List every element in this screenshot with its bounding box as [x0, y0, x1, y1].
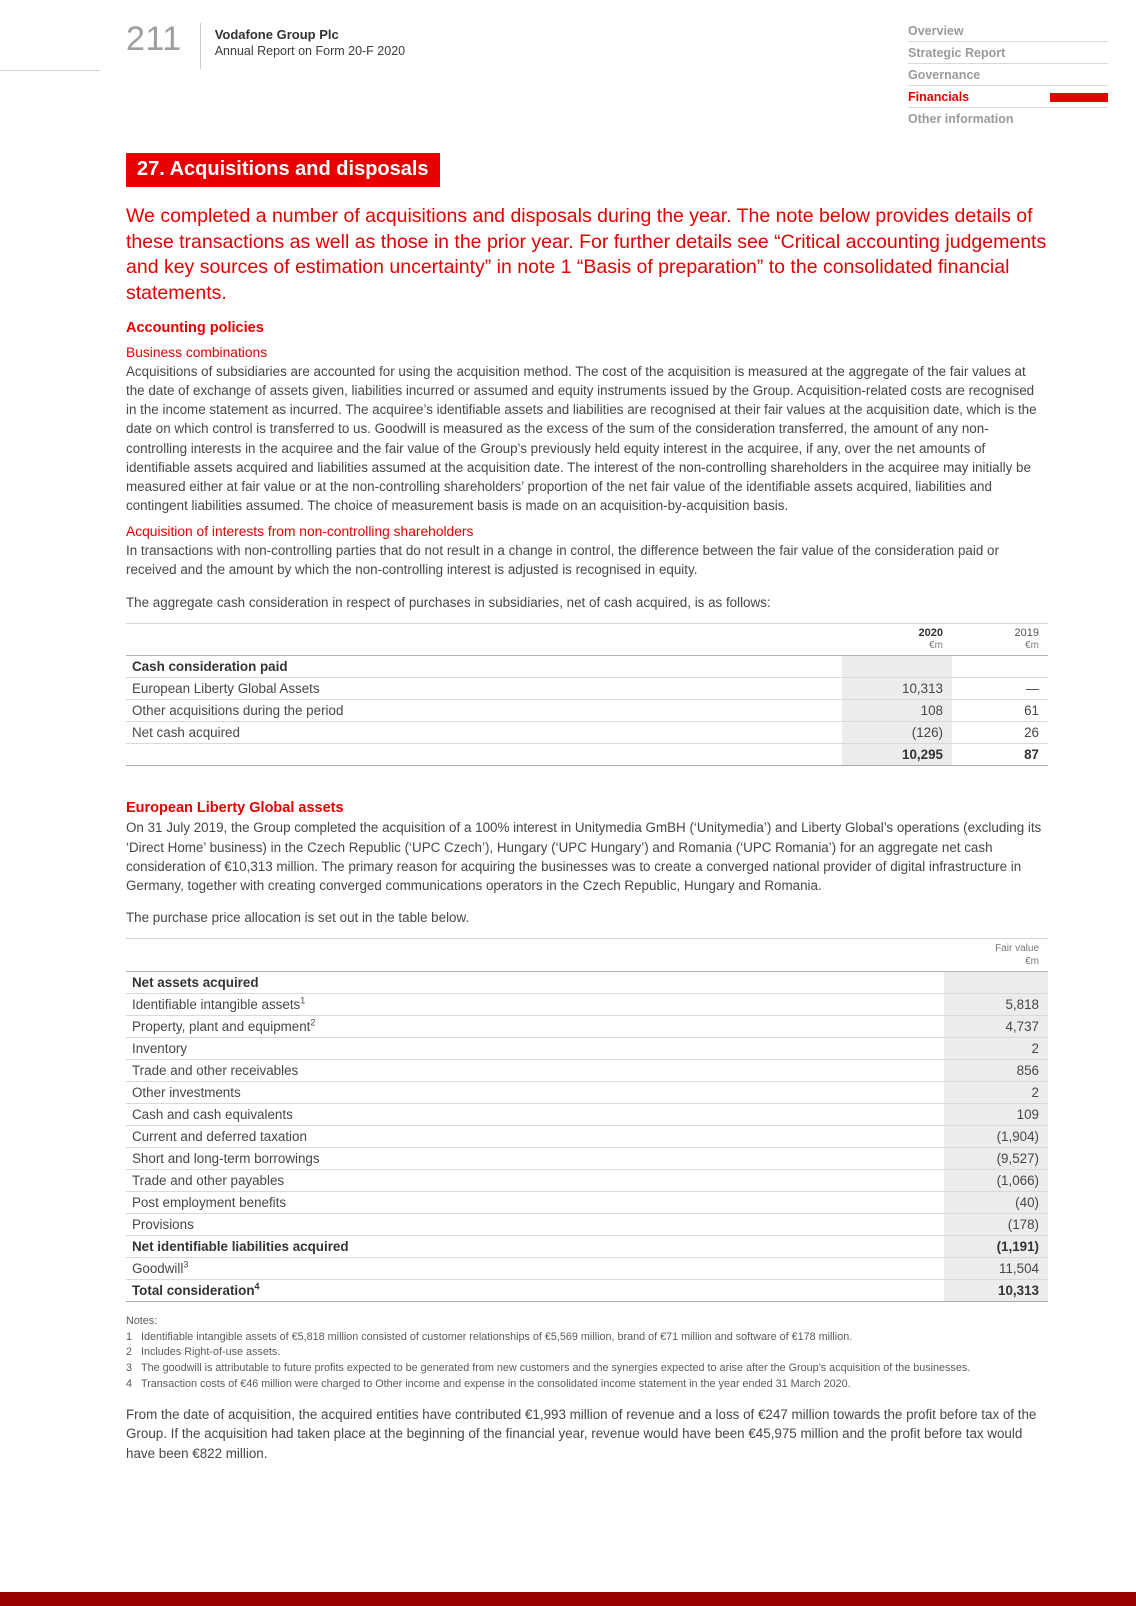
row-label: Inventory: [132, 1041, 188, 1057]
value-2019: —: [1025, 681, 1039, 697]
row-value: (9,527): [944, 1148, 1048, 1170]
row-value: 11,504: [944, 1258, 1048, 1280]
row-value: 109: [944, 1104, 1048, 1126]
page-header: [0, 0, 1136, 129]
row-value: 10,313: [944, 1280, 1048, 1302]
intro-paragraph: We completed a number of acquisitions and disposals during the year. The note below provides details of these transactions as well as those in the prior year. For further details see “Critical accounting judgements and key sources of estimation uncertainty” in note 1 “Basis of preparation” to the consolidated financial statements.: [126, 205, 1047, 305]
header-meta: [215, 20, 405, 129]
row-value: 4,737: [944, 1016, 1048, 1038]
row-value: 2: [944, 1082, 1048, 1104]
table-row: [126, 1192, 1048, 1214]
active-section-marker: [1050, 93, 1108, 102]
nav-item-strategic-report[interactable]: [908, 42, 1108, 64]
table-section-row: [126, 972, 1048, 994]
header-divider: [200, 23, 201, 69]
header-rule: [0, 70, 100, 71]
footnote: 1 Identifiable intangible assets of €5,818 million consisted of customer relationships of €5,569 million, brand of €71 million and software of €178 million.: [126, 1330, 853, 1343]
nav-label: Other information: [908, 112, 1014, 126]
footnote-ref: 4: [254, 1281, 260, 1292]
column-header-2020: 2020 €m: [918, 626, 943, 651]
table-row: [126, 700, 1048, 722]
row-label: Other investments: [132, 1085, 241, 1101]
section-label: Cash consideration paid: [132, 659, 288, 675]
nci-paragraph: In transactions with non-controlling parties that do not result in a change in control, the difference between the fair value of the consideration paid or received and the amount by which the non-controlling interest is adjusted is recognised in equity.: [126, 543, 999, 578]
row-label: Total consideration: [132, 1283, 255, 1299]
accounting-policies-heading: Accounting policies: [126, 319, 264, 336]
table-row: [126, 1126, 1048, 1148]
row-label: Current and deferred taxation: [132, 1129, 307, 1145]
closing-paragraph: From the date of acquisition, the acquired entities have contributed €1,993 million of revenue and a loss of €247 million towards the profit before tax of the Group. If the acquisition had taken place at the beginning of the financial year, revenue would have been €45,975 million and the profit before tax would have been €822 million.: [126, 1407, 1037, 1461]
row-label: Property, plant and equipment: [132, 1019, 311, 1035]
row-label: Provisions: [132, 1217, 194, 1233]
value-2019: 61: [1024, 703, 1039, 719]
footnote: 2 Includes Right-of-use assets.: [126, 1346, 281, 1359]
company-name: Vodafone Group Plc: [214, 27, 339, 42]
row-value: (178): [944, 1214, 1048, 1236]
liberty-heading: European Liberty Global assets: [126, 800, 344, 817]
section-nav: [908, 20, 1108, 129]
ppa-intro-paragraph: The purchase price allocation is set out in the table below.: [126, 909, 470, 925]
row-value: (1,191): [944, 1236, 1048, 1258]
aggregate-intro-paragraph: The aggregate cash consideration in respect of purchases in subsidiaries, net of cash acquired, is as follows:: [126, 594, 771, 610]
nav-item-financials[interactable]: [908, 86, 1108, 108]
row-label: Post employment benefits: [132, 1195, 287, 1211]
footnotes: [126, 1314, 1048, 1392]
column-header-2019: 2019 €m: [1014, 626, 1039, 651]
table-row: [126, 1214, 1048, 1236]
value-2020: 108: [842, 700, 952, 722]
table-row: [126, 678, 1048, 700]
table-row: [126, 1258, 1048, 1280]
row-value: 856: [944, 1060, 1048, 1082]
nav-item-governance[interactable]: [908, 64, 1108, 86]
table-row: [126, 994, 1048, 1016]
business-combinations-heading: Business combinations: [126, 344, 268, 360]
nci-heading: Acquisition of interests from non-controlling shareholders: [126, 524, 474, 540]
nav-label: Governance: [908, 68, 981, 82]
row-label: Cash and cash equivalents: [132, 1107, 293, 1123]
table-header-row: [126, 939, 1048, 972]
row-label: Short and long-term borrowings: [132, 1151, 320, 1167]
column-header-fair-value: Fair value €m: [995, 943, 1039, 968]
table-header-row: [126, 623, 1048, 656]
footer-bar: [0, 1592, 1136, 1606]
header-left: [126, 20, 405, 129]
row-value: 2: [944, 1038, 1048, 1060]
row-value: (40): [944, 1192, 1048, 1214]
value-2020: 10,313: [842, 678, 952, 700]
row-label: Identifiable intangible assets: [132, 997, 301, 1013]
table-row: [126, 722, 1048, 744]
footnote-ref: 3: [183, 1259, 189, 1270]
footnotes-heading: Notes:: [126, 1315, 158, 1328]
total-2019: 87: [1024, 747, 1039, 763]
cash-consideration-table: [126, 623, 1048, 767]
purchase-price-allocation-table: [126, 938, 1048, 1302]
total-2020: 10,295: [842, 744, 952, 766]
value-2019: 26: [1024, 725, 1039, 741]
section-label: Net assets acquired: [132, 975, 259, 991]
table-row: [126, 1104, 1048, 1126]
table-row: [126, 1170, 1048, 1192]
nav-item-other-information[interactable]: [908, 108, 1108, 129]
nav-item-overview[interactable]: [908, 20, 1108, 42]
row-label: Goodwill: [132, 1261, 184, 1277]
report-title: Annual Report on Form 20-F 2020: [214, 44, 406, 58]
table-row: [126, 1148, 1048, 1170]
table-subtotal-row: [126, 1236, 1048, 1258]
footnote-ref: 1: [300, 995, 306, 1006]
page-number: 211: [126, 20, 182, 58]
main-content: [126, 153, 1048, 1463]
nav-label: Strategic Report: [908, 46, 1006, 60]
footnote-ref: 2: [310, 1017, 316, 1028]
liberty-paragraph: On 31 July 2019, the Group completed the acquisition of a 100% interest in Unitymedia GmBH (‘Unitymedia’) and Liberty Global’s operations (excluding its ‘Direct Home’ business) in the Czech Republic (‘UPC Czech’), Hungary (‘UPC Hungary’) and Romania (‘UPC Romania’) for an aggregate net cash consideration of €10,313 million. The primary reason for acquiring the businesses was to create a converged national provider of digital infrastructure in Germany, together with creating converged communications operators in the Czech Republic, Hungary and Romania.: [126, 820, 1042, 893]
footnote: 3 The goodwill is attributable to future profits expected to be generated from new customers and the synergies expected to arise after the Group’s acquisition of the businesses.: [126, 1362, 971, 1375]
table-row: [126, 1082, 1048, 1104]
row-label: Trade and other receivables: [132, 1063, 299, 1079]
row-value: (1,904): [944, 1126, 1048, 1148]
row-value: (1,066): [944, 1170, 1048, 1192]
row-label: Trade and other payables: [132, 1173, 285, 1189]
table-total-row: [126, 1280, 1048, 1302]
table-row: [126, 1016, 1048, 1038]
nav-label: Overview: [908, 24, 964, 38]
business-combinations-paragraph: Acquisitions of subsidiaries are accounted for using the acquisition method. The cost of the acquisition is measured at the aggregate of the fair values at the date of exchange of assets given, liabilities incurred or assumed and equity instruments issued by the Group. Acquisition-related costs are recognised in the income statement as incurred. The acquiree’s identifiable assets and liabilities are recognised at their fair values at the acquisition date, which is the date on which control is transferred to us. Goodwill is measured as the excess of the sum of the consideration transferred, the amount of any non-controlling interests in the acquiree and the fair value of the Group’s previously held equity interest in the acquiree, if any, over the net amounts of identifiable assets acquired and liabilities assumed at the acquisition date. The interest of the non-controlling shareholders in the acquiree may initially be measured either at fair value or at the non-controlling shareholders’ proportion of the net fair value of the identifiable assets acquired, liabilities and contingent liabilities assumed. The choice of measurement basis is made on an acquisition-by-acquisition basis.: [126, 363, 1037, 514]
note-title: 27. Acquisitions and disposals: [126, 153, 440, 187]
table-total-row: [126, 744, 1048, 766]
value-2020: (126): [842, 722, 952, 744]
row-label: European Liberty Global Assets: [132, 681, 320, 697]
row-label: Net cash acquired: [132, 725, 240, 741]
table-row: [126, 1060, 1048, 1082]
table-row: [126, 1038, 1048, 1060]
row-value: 5,818: [944, 994, 1048, 1016]
nav-label: Financials: [908, 90, 970, 104]
footnote: 4 Transaction costs of €46 million were charged to Other income and expense in the consolidated income statement in the year ended 31 March 2020.: [126, 1377, 851, 1390]
row-label: Net identifiable liabilities acquired: [132, 1239, 349, 1255]
row-label: Other acquisitions during the period: [132, 703, 344, 719]
table-section-row: [126, 656, 1048, 678]
